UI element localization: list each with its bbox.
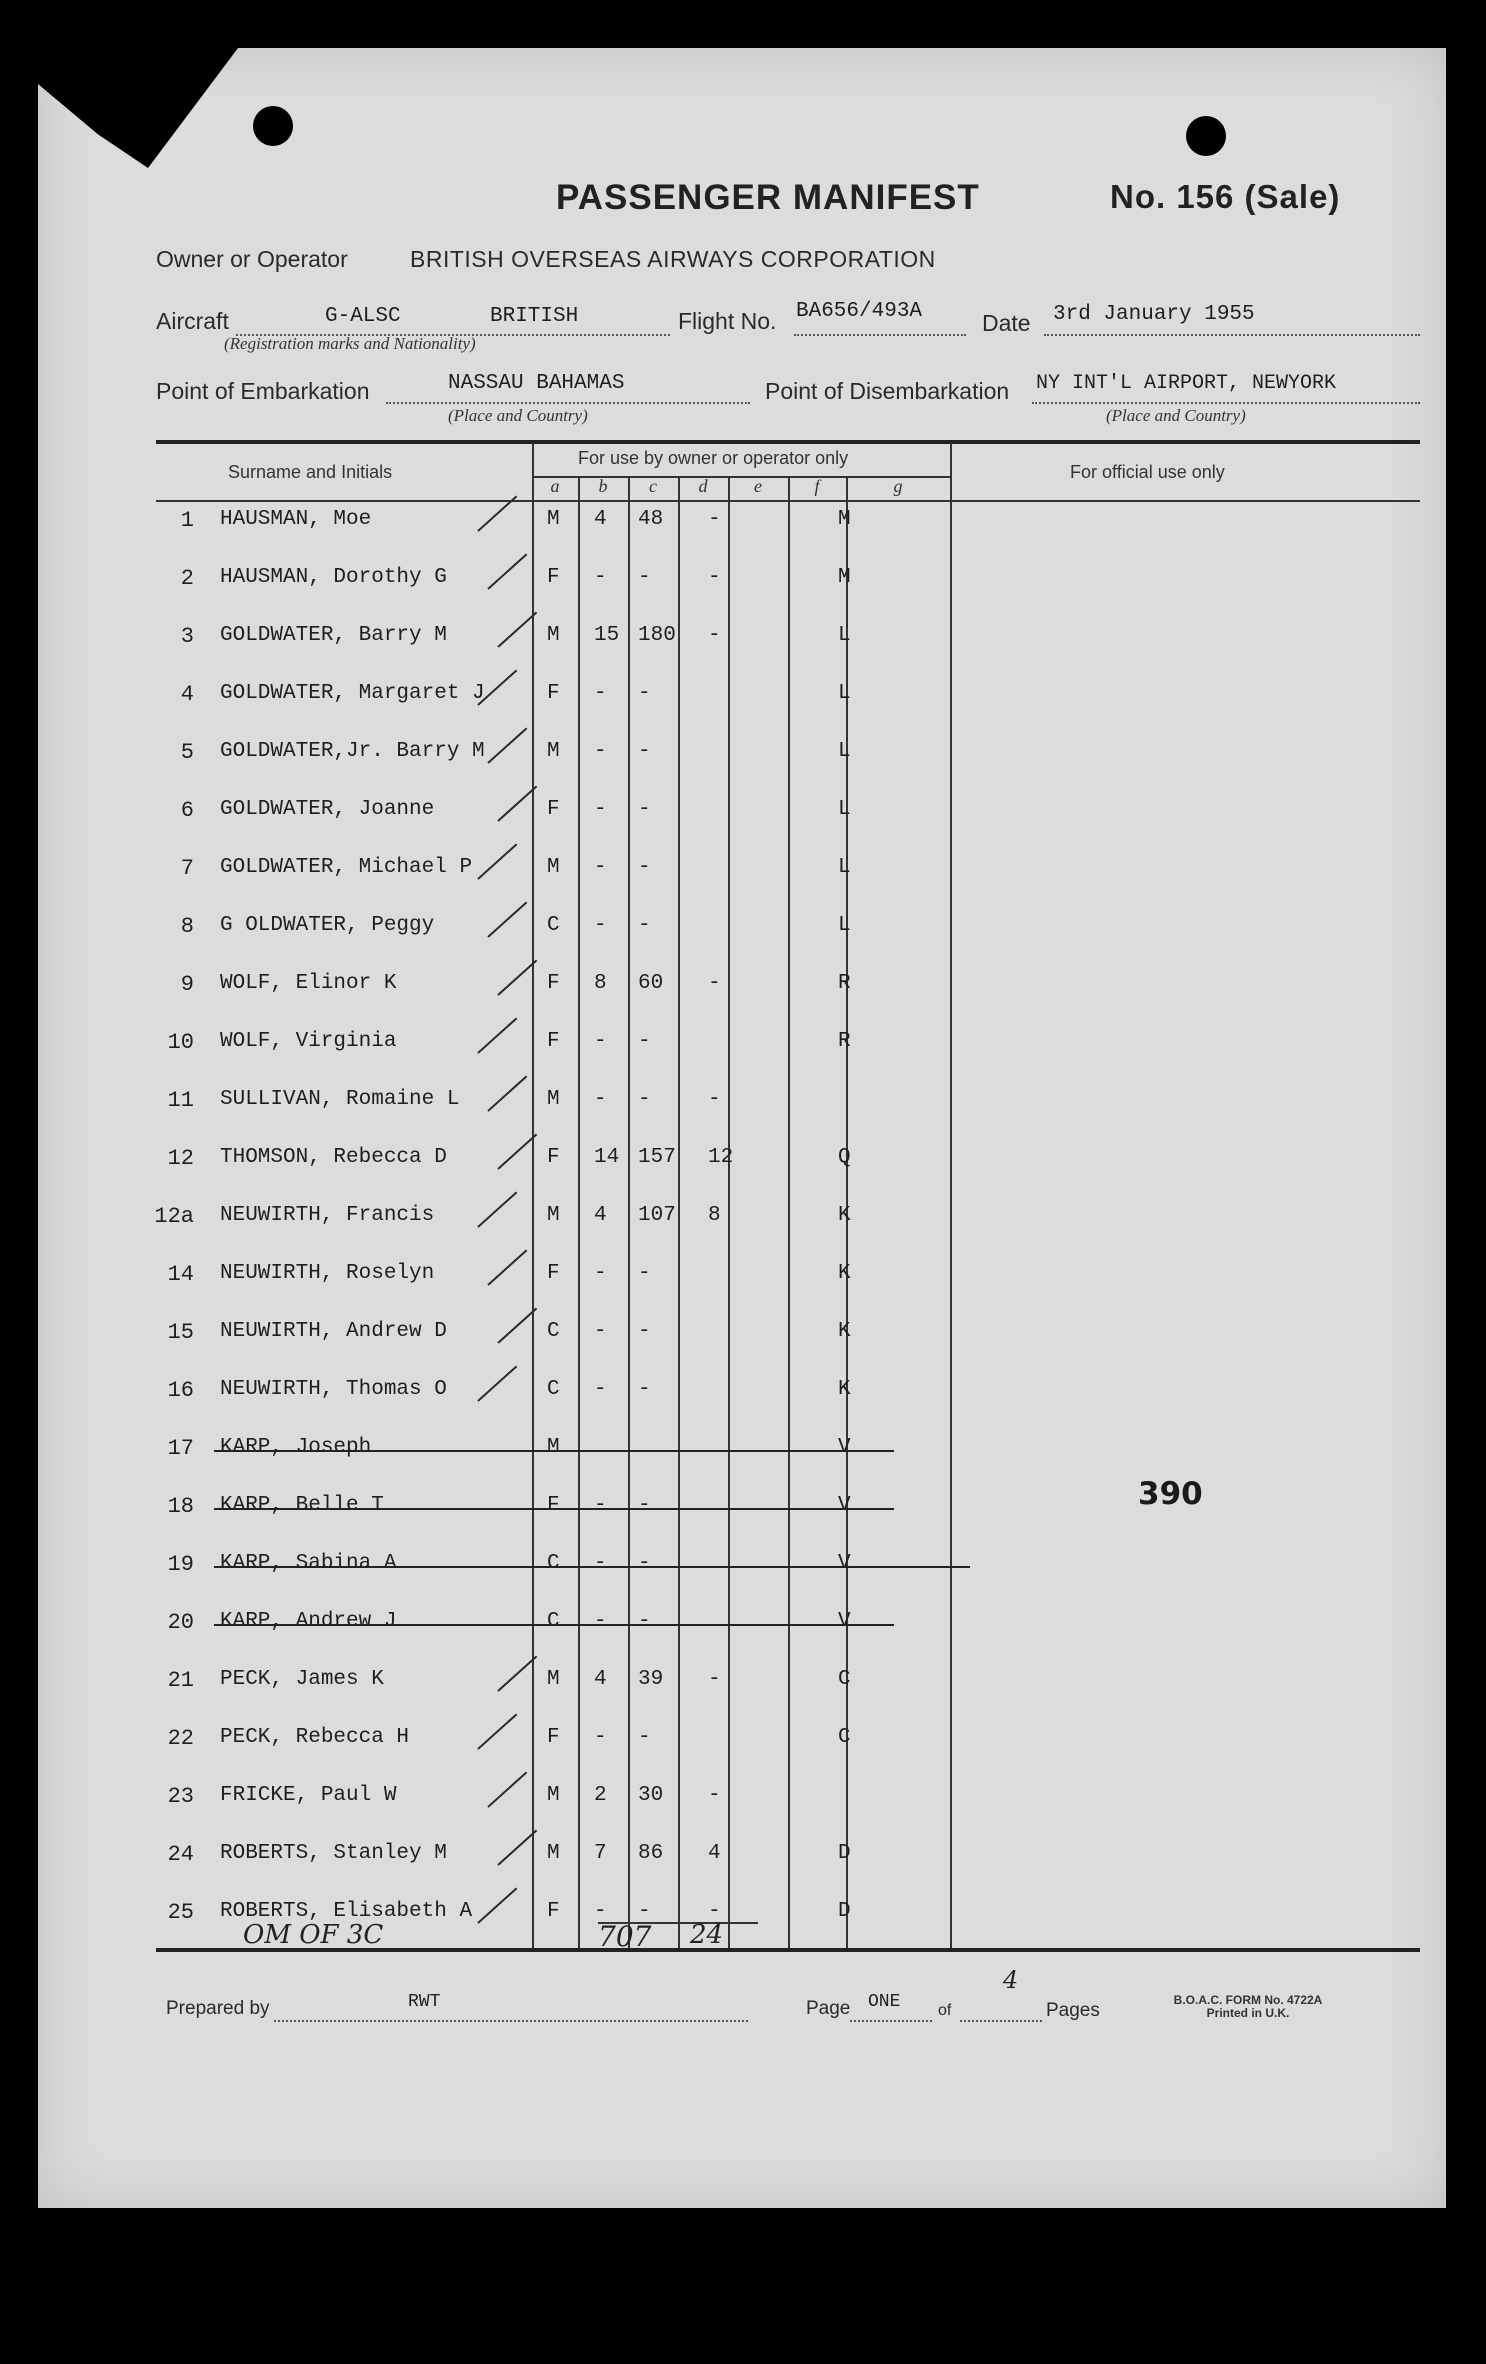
row-number: 12a	[154, 1204, 194, 1229]
passenger-name: WOLF, Virginia	[220, 1030, 397, 1053]
passenger-name: ROBERTS, Stanley M	[220, 1842, 447, 1865]
aircraft-label: Aircraft	[156, 308, 229, 334]
row-number: 5	[180, 740, 194, 765]
row-number: 3	[180, 624, 194, 649]
of-pages-value: 4	[1003, 1966, 1019, 1994]
disembarkation-hint: (Place and Country)	[1106, 406, 1246, 425]
col-f-value: L	[838, 682, 851, 705]
prepared-label: Prepared by	[166, 1998, 270, 2019]
col-b-value: 4	[594, 508, 607, 531]
col-f-value: V	[838, 1610, 851, 1633]
col-a-value: F	[547, 972, 560, 995]
page-title: PASSENGER MANIFEST	[556, 178, 980, 217]
check-mark	[477, 843, 517, 879]
punch-hole-right	[1186, 116, 1226, 156]
check-mark	[477, 1191, 517, 1227]
row-number: 11	[167, 1088, 194, 1113]
col-b-value: 14	[594, 1146, 620, 1169]
col-f-value: K	[838, 1320, 851, 1343]
total-c: 707	[598, 1920, 652, 1953]
col-c-value: -	[638, 1610, 651, 1633]
passenger-name: ROBERTS, Elisabeth A	[220, 1900, 473, 1923]
row-number: 8	[180, 914, 194, 939]
col-a-value: F	[547, 682, 560, 705]
col-f-value: V	[838, 1552, 851, 1575]
col-c-value: 30	[638, 1784, 664, 1807]
passenger-name: GOLDWATER, Joanne	[220, 798, 435, 821]
col-c-value: -	[638, 1378, 651, 1401]
col-c-value: -	[638, 856, 651, 879]
col-c-value: 107	[638, 1204, 676, 1227]
passenger-name: NEUWIRTH, Roselyn	[220, 1262, 435, 1285]
col-c-value: 48	[638, 508, 664, 531]
disembarkation-label: Point of Disembarkation	[765, 378, 1010, 404]
row-number: 9	[180, 972, 194, 997]
column-letter-c: c	[649, 476, 657, 496]
check-mark	[477, 1713, 517, 1749]
col-b-value: -	[594, 1320, 607, 1343]
row-number: 20	[167, 1610, 194, 1635]
col-c-value: -	[638, 1726, 651, 1749]
col-c-value: 157	[638, 1146, 676, 1169]
col-a-value: C	[547, 1610, 560, 1633]
col-d-value: -	[708, 1900, 721, 1923]
row-number: 7	[180, 856, 194, 881]
col-a-value: M	[547, 624, 560, 647]
passenger-name: HAUSMAN, Dorothy G	[220, 566, 447, 589]
row-number: 22	[167, 1726, 194, 1751]
owner-value: BRITISH OVERSEAS AIRWAYS CORPORATION	[410, 246, 936, 272]
passenger-name: KARP, Sabina A	[220, 1552, 397, 1575]
col-a-value: F	[547, 1726, 560, 1749]
aircraft-nationality: BRITISH	[490, 305, 579, 328]
col-c-value: 39	[638, 1668, 664, 1691]
handwritten-note: OM OF 3C	[243, 1920, 384, 1950]
strike-through-line	[214, 1566, 970, 1568]
check-mark	[487, 727, 527, 763]
col-c-value: -	[638, 1030, 651, 1053]
column-letter-a: a	[550, 476, 560, 496]
col-c-value: -	[638, 682, 651, 705]
owner-label: Owner or Operator	[156, 246, 348, 272]
row-number: 12	[167, 1146, 194, 1171]
flight-number: BA656/493A	[796, 300, 923, 323]
row-number: 25	[167, 1900, 194, 1925]
page-value: ONE	[868, 1992, 901, 2012]
row-number: 6	[180, 798, 194, 823]
col-d-value: 12	[708, 1146, 734, 1169]
col-b-value: -	[594, 682, 607, 705]
col-f-value: V	[838, 1436, 851, 1459]
torn-corner	[38, 48, 238, 168]
col-f-value: M	[838, 508, 851, 531]
col-b-value: 2	[594, 1784, 607, 1807]
of-label: of	[938, 2002, 952, 2019]
check-mark	[477, 1887, 517, 1923]
surname-column-header: Surname and Initials	[228, 462, 393, 482]
col-f-value: D	[838, 1842, 851, 1865]
passenger-name: GOLDWATER, Michael P	[220, 856, 473, 879]
aircraft-registration: G-ALSC	[325, 305, 401, 328]
col-b-value: -	[594, 914, 607, 937]
col-d-value: -	[708, 566, 721, 589]
row-number: 2	[180, 566, 194, 591]
col-c-value: -	[638, 1494, 651, 1517]
official-use-header: For official use only	[1070, 462, 1225, 482]
col-c-value: 86	[638, 1842, 664, 1865]
col-f-value: L	[838, 624, 851, 647]
col-b-value: 4	[594, 1668, 607, 1691]
passenger-name: SULLIVAN, Romaine L	[220, 1088, 460, 1111]
col-f-value: K	[838, 1378, 851, 1401]
owner-use-header: For use by owner or operator only	[578, 448, 849, 468]
col-b-value: -	[594, 1378, 607, 1401]
passenger-name: WOLF, Elinor K	[220, 972, 397, 995]
row-number: 15	[167, 1320, 194, 1345]
row-number: 4	[180, 682, 194, 707]
check-mark	[487, 1075, 527, 1111]
col-a-value: M	[547, 1784, 560, 1807]
official-stamp: 390	[1138, 1476, 1203, 1512]
col-b-value: -	[594, 1552, 607, 1575]
col-d-value: -	[708, 1088, 721, 1111]
col-c-value: -	[638, 798, 651, 821]
col-f-value: L	[838, 856, 851, 879]
col-c-value: -	[638, 740, 651, 763]
col-f-value: L	[838, 798, 851, 821]
col-f-value: L	[838, 740, 851, 763]
col-f-value: K	[838, 1262, 851, 1285]
passenger-name: PECK, Rebecca H	[220, 1726, 410, 1749]
passenger-name: KARP, Joseph	[220, 1436, 372, 1459]
col-f-value: V	[838, 1494, 851, 1517]
col-b-value: -	[594, 1030, 607, 1053]
col-a-value: M	[547, 508, 560, 531]
check-mark	[487, 1249, 527, 1285]
col-d-value: 8	[708, 1204, 721, 1227]
col-a-value: F	[547, 1262, 560, 1285]
col-a-value: F	[547, 798, 560, 821]
col-f-value: M	[838, 566, 851, 589]
col-c-value: 60	[638, 972, 664, 995]
col-f-value: L	[838, 914, 851, 937]
col-a-value: M	[547, 856, 560, 879]
check-mark	[487, 1771, 527, 1807]
col-b-value: -	[594, 566, 607, 589]
col-f-value: D	[838, 1900, 851, 1923]
col-f-value: C	[838, 1726, 851, 1749]
form-number: B.O.A.C. FORM No. 4722A Printed in U.K.	[1173, 1993, 1323, 2020]
col-b-value: -	[594, 1494, 607, 1517]
embarkation-value: NASSAU BAHAMAS	[448, 372, 625, 395]
passenger-name: KARP, Belle T	[220, 1494, 384, 1517]
passenger-name: GOLDWATER,Jr. Barry M	[220, 740, 485, 763]
col-d-value: -	[708, 508, 721, 531]
passenger-name: NEUWIRTH, Andrew D	[220, 1320, 447, 1343]
passenger-name: FRICKE, Paul W	[220, 1784, 397, 1807]
passenger-name: PECK, James K	[220, 1668, 384, 1691]
col-a-value: F	[547, 1030, 560, 1053]
col-a-value: C	[547, 1552, 560, 1575]
column-letter-d: d	[698, 476, 708, 496]
col-f-value: R	[838, 972, 851, 995]
col-b-value: -	[594, 856, 607, 879]
row-number: 1	[180, 508, 194, 533]
embarkation-hint: (Place and Country)	[448, 406, 588, 425]
col-d-value: -	[708, 1784, 721, 1807]
strike-through-line	[214, 1508, 894, 1510]
col-b-value: -	[594, 1262, 607, 1285]
column-letter-b: b	[598, 476, 608, 496]
col-a-value: M	[547, 1088, 560, 1111]
col-b-value: -	[594, 1088, 607, 1111]
row-number: 19	[167, 1552, 194, 1577]
col-a-value: C	[547, 1320, 560, 1343]
col-c-value: -	[638, 566, 651, 589]
col-a-value: M	[547, 1204, 560, 1227]
col-f-value: K	[838, 1204, 851, 1227]
col-f-value: R	[838, 1030, 851, 1053]
column-letter-e: e	[754, 476, 762, 496]
passenger-name: NEUWIRTH, Francis	[220, 1204, 435, 1227]
col-a-value: C	[547, 1378, 560, 1401]
date-label: Date	[982, 310, 1031, 336]
col-a-value: F	[547, 1494, 560, 1517]
row-number: 10	[167, 1030, 194, 1055]
col-a-value: M	[547, 1436, 560, 1459]
col-d-value: -	[708, 1668, 721, 1691]
row-number: 17	[167, 1436, 194, 1461]
col-b-value: -	[594, 1726, 607, 1749]
col-b-value: 7	[594, 1842, 607, 1865]
col-a-value: M	[547, 1842, 560, 1865]
col-a-value: F	[547, 1146, 560, 1169]
col-b-value: 15	[594, 624, 620, 647]
punch-hole-left	[253, 106, 293, 146]
col-a-value: C	[547, 914, 560, 937]
disembarkation-value: NY INT'L AIRPORT, NEWYORK	[1036, 372, 1337, 395]
date-value: 3rd January 1955	[1053, 303, 1255, 326]
passenger-name: NEUWIRTH, Thomas O	[220, 1378, 447, 1401]
row-number: 21	[167, 1668, 194, 1693]
col-c-value: -	[638, 1900, 651, 1923]
check-mark	[487, 553, 527, 589]
passenger-name: GOLDWATER, Margaret J	[220, 682, 485, 705]
col-d-value: -	[708, 624, 721, 647]
embarkation-label: Point of Embarkation	[156, 378, 370, 404]
check-mark	[477, 1017, 517, 1053]
col-a-value: M	[547, 1668, 560, 1691]
col-f-value: Q	[838, 1146, 851, 1169]
check-mark	[487, 901, 527, 937]
col-b-value: -	[594, 1610, 607, 1633]
column-letter-g: g	[893, 476, 903, 496]
row-number: 18	[167, 1494, 194, 1519]
col-c-value: -	[638, 1552, 651, 1575]
prepared-by: RWT	[408, 1992, 441, 2012]
passenger-name: G OLDWATER, Peggy	[220, 914, 435, 937]
col-b-value: -	[594, 1900, 607, 1923]
col-b-value: -	[594, 798, 607, 821]
manifest-sheet	[38, 48, 1446, 2208]
col-d-value: 4	[708, 1842, 721, 1865]
col-a-value: F	[547, 566, 560, 589]
col-a-value: F	[547, 1900, 560, 1923]
flight-label: Flight No.	[678, 308, 777, 334]
passenger-name: GOLDWATER, Barry M	[220, 624, 447, 647]
col-c-value: -	[638, 914, 651, 937]
column-letter-f: f	[814, 476, 820, 496]
col-f-value: C	[838, 1668, 851, 1691]
col-b-value: -	[594, 740, 607, 763]
row-number: 24	[167, 1842, 194, 1867]
page-label: Page	[806, 1998, 851, 2019]
passenger-name: HAUSMAN, Moe	[220, 508, 372, 531]
col-b-value: 8	[594, 972, 607, 995]
passenger-name: KARP, Andrew J	[220, 1610, 397, 1633]
strike-through-line	[214, 1450, 894, 1452]
aircraft-hint: (Registration marks and Nationality)	[224, 334, 476, 353]
pages-label: Pages	[1046, 2000, 1100, 2021]
col-c-value: 180	[638, 624, 676, 647]
manifest-number: No. 156 (Sale)	[1110, 178, 1341, 215]
col-c-value: -	[638, 1088, 651, 1111]
row-number: 23	[167, 1784, 194, 1809]
total-d: 24	[690, 1920, 724, 1950]
row-number: 16	[167, 1378, 194, 1403]
col-b-value: 4	[594, 1204, 607, 1227]
check-mark	[477, 1365, 517, 1401]
col-a-value: M	[547, 740, 560, 763]
passenger-name: THOMSON, Rebecca D	[220, 1146, 447, 1169]
col-d-value: -	[708, 972, 721, 995]
strike-through-line	[214, 1624, 894, 1626]
col-c-value: -	[638, 1320, 651, 1343]
col-c-value: -	[638, 1262, 651, 1285]
row-number: 14	[167, 1262, 194, 1287]
